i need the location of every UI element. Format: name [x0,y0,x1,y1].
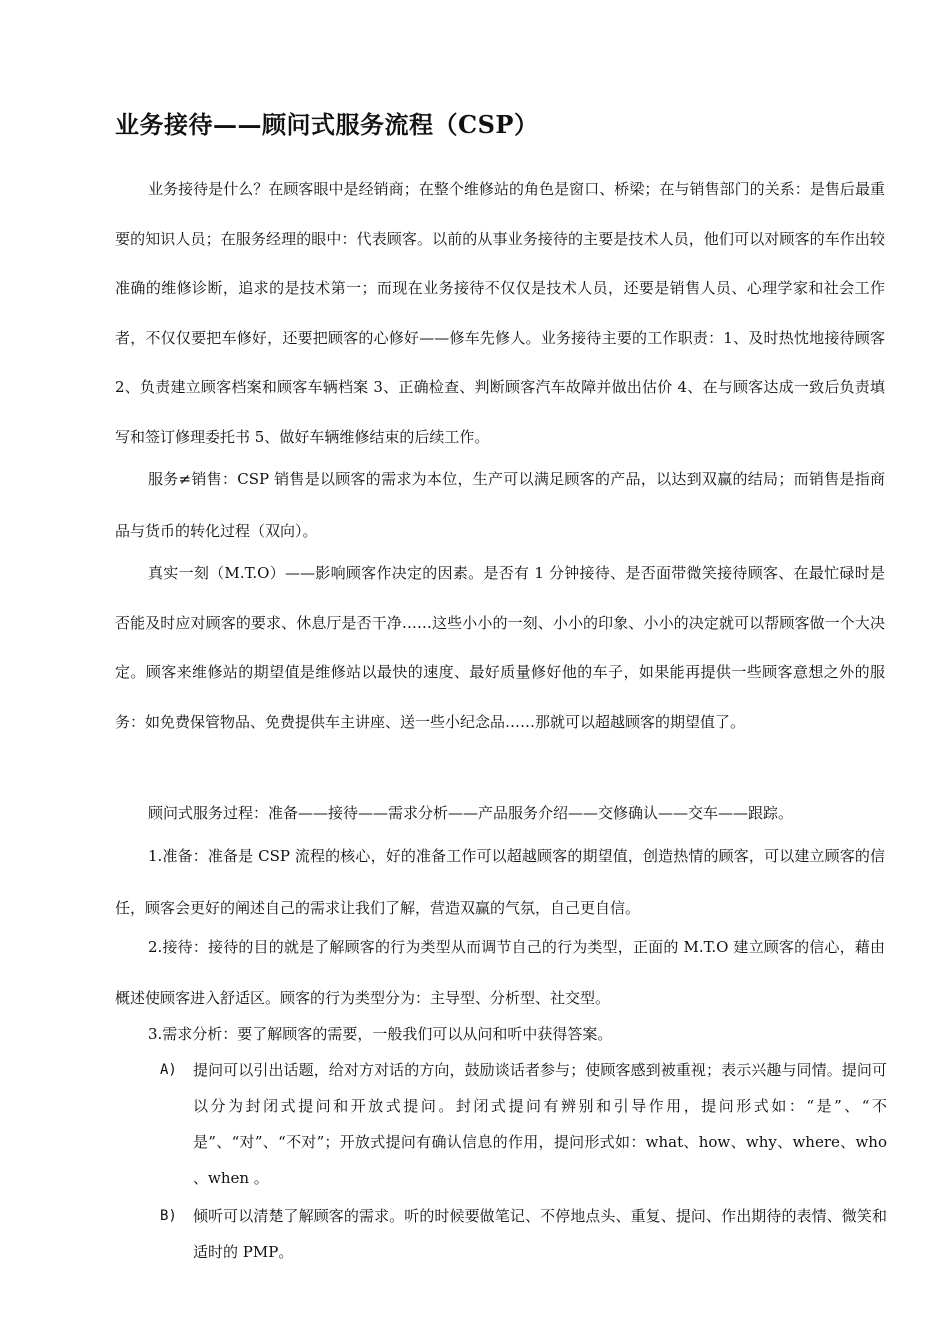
paragraph-step-needs-analysis: 3.需求分析：要了解顾客的需要，一般我们可以从问和听中获得答案。 [148,1025,613,1043]
list-marker: A) [160,1062,177,1078]
paragraph-step-preparation: 1.准备：准备是 CSP 流程的核心，好的准备工作可以超越顾客的期望值，创造热情的顾客，可以建立顾客的信任，顾客会更好的阐述自己的需求让我们了解，营造双赢的气氛，自己更自信。 [115,847,885,917]
list-item-text: 倾听可以清楚了解顾客的需求。听的时候要做笔记、不停地点头、重复、提问、作出期待的表情、微笑和适时的 PMP。 [193,1207,887,1261]
paragraph-service-vs-sales: 服务≠销售：CSP 销售是以顾客的需求为本位，生产可以满足顾客的产品，以达到双赢的结局；而销售是指商品与货币的转化过程（双向）。 [115,470,885,540]
list-item-text: 提问可以引出话题，给对方对话的方向，鼓励谈话者参与；使顾客感到被重视；表示兴趣与同情。提问可以分为封闭式提问和开放式提问。封闭式提问有辨别和引导作用，提问形式如：“是”、“不是”、“对”、“不对”；开放式提问有确认信息的作用，提问形式如：what、how、why、where、who 、when 。 [193,1061,887,1187]
document-title: 业务接待——顾问式服务流程（CSP） [115,110,539,139]
list-item [160,1052,887,1196]
paragraph-process-overview: 顾问式服务过程：准备——接待——需求分析——产品服务介绍——交修确认——交车——跟踪。 [148,804,794,822]
paragraph-moment-of-truth: 真实一刻（M.T.O）——影响顾客作决定的因素。是否有 1 分钟接待、是否面带微笑接待顾客、在最忙碌时是否能及时应对顾客的要求、休息厅是否干净……这些小小的一刻、小小的印象、小小的决定就可以帮顾客做一个大决定。顾客来维修站的期望值是维修站以最快的速度、最好质量修好他的车子，如果能再提供一些顾客意想之外的服务：如免费保管物品、免费提供车主讲座、送一些小纪念品……那就可以超越顾客的期望值了。 [115,564,885,731]
paragraph-intro: 业务接待是什么？在顾客眼中是经销商；在整个维修站的角色是窗口、桥梁；在与销售部门的关系：是售后最重要的知识人员；在服务经理的眼中：代表顾客。以前的从事业务接待的主要是技术人员，他们可以对顾客的车作出较准确的维修诊断，追求的是技术第一；而现在业务接待不仅仅是技术人员，还要是销售人员、心理学家和社会工作者，不仅仅要把车修好，还要把顾客的心修好——修车先修人。业务接待主要的工作职责：1、及时热忱地接待顾客 2、负责建立顾客档案和顾客车辆档案 3、正确检查、判断顾客汽车故障并做出估价 4、在与顾客达成一致后负责填写和签订修理委托书 5、做好车辆维修结束的后续工作。 [115,180,885,446]
list-marker: B) [160,1208,177,1224]
list-item [160,1198,887,1270]
paragraph-step-reception: 2.接待：接待的目的就是了解顾客的行为类型从而调节自己的行为类型，正面的 M.T.O 建立顾客的信心，藉由概述使顾客进入舒适区。顾客的行为类型分为：主导型、分析型、社交型。 [115,938,885,1007]
